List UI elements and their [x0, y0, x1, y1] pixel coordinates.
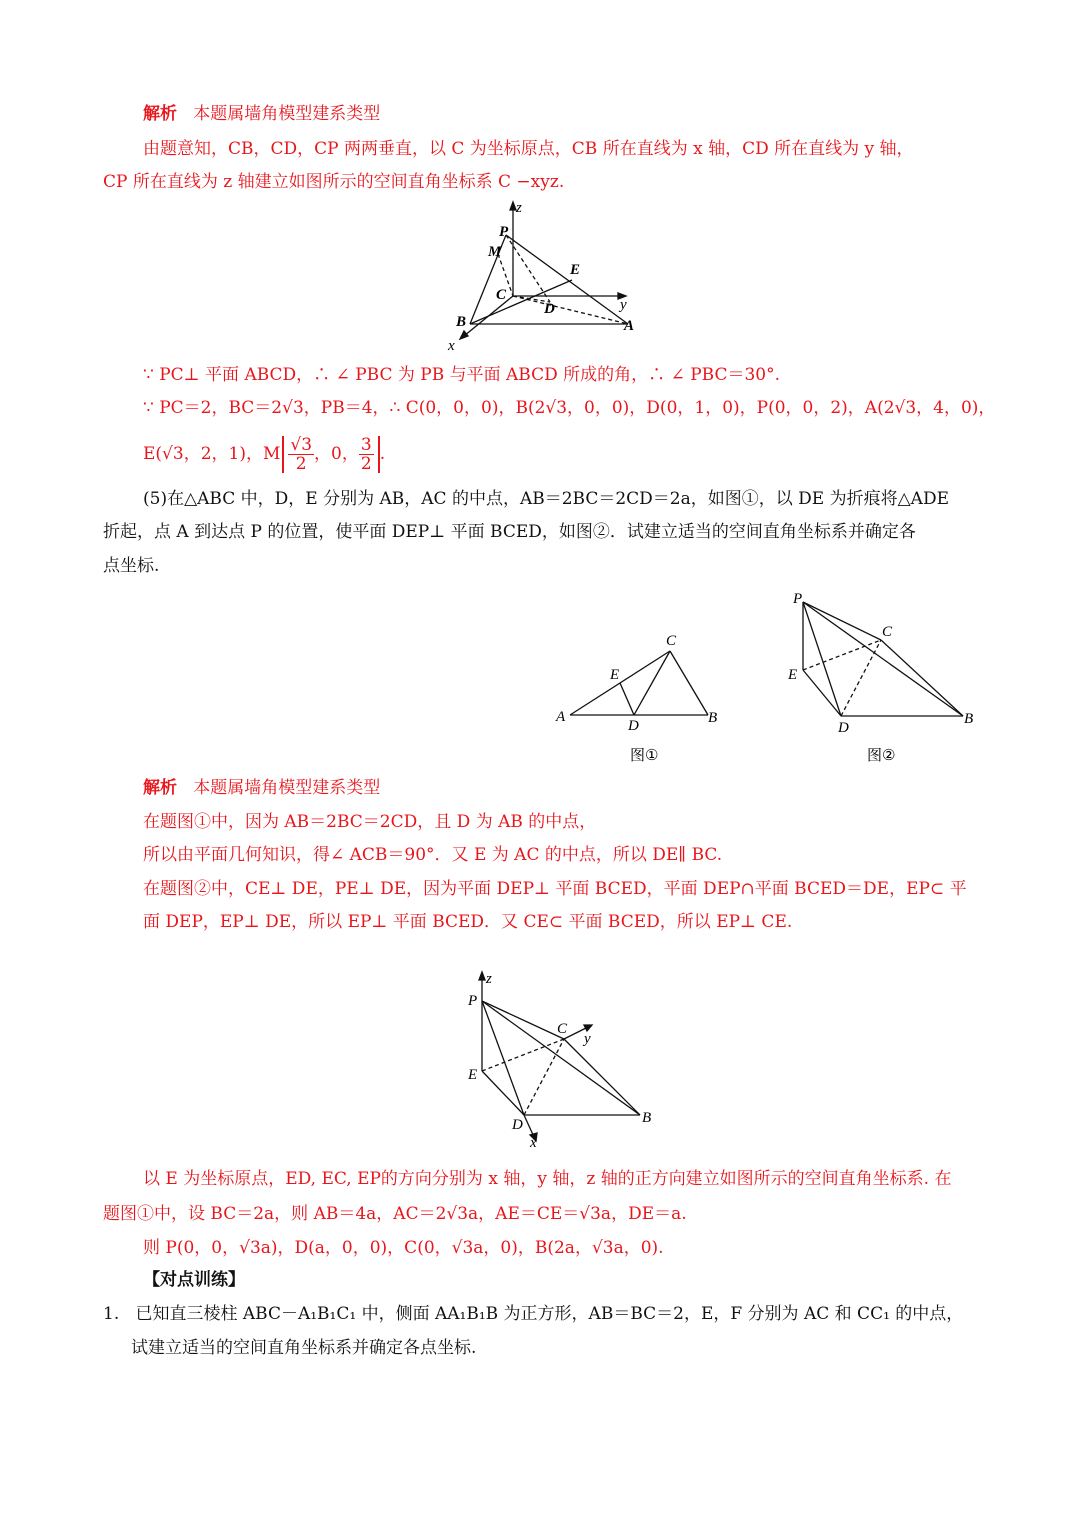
fig2-label-P: P: [793, 591, 803, 607]
solution-heading-2: [143, 777, 380, 799]
edge-EC: [803, 640, 881, 670]
solution-subtitle: 本题属墙角模型建系类型: [193, 104, 381, 124]
fig2-label-C: C: [882, 624, 893, 640]
label-C: C: [496, 287, 507, 303]
fig1-label-B: B: [708, 710, 718, 726]
fraction-2: [359, 436, 374, 473]
x-axis-arrow: [460, 331, 468, 339]
edge-ED: [620, 683, 634, 715]
edge-CB: [881, 640, 963, 716]
section2-line4: 面 DEP，EP⊥ DE，所以 EP⊥ 平面 BCED．又 CE⊂ 平面 BCED，所以 EP⊥ CE.: [143, 912, 793, 932]
fraction-1: [288, 436, 314, 473]
section1-line5: [143, 432, 385, 476]
fig3-label-x: x: [530, 1135, 537, 1150]
edge-CA: [513, 296, 628, 324]
section2-line7: 则 P(0，0，√3a)，D(a，0，0)，C(0，√3a，0)，B(2a，√3a，0).: [143, 1238, 664, 1258]
section2-line6: 题图①中，设 BC＝2a，则 AB＝4a，AC＝2√3a，AE＝CE＝√3a，DE＝a.: [103, 1204, 687, 1224]
section2-line1: 在题图①中，因为 AB＝2BC＝2CD，且 D 为 AB 的中点，: [143, 812, 597, 832]
training-item-line2: 试建立适当的空间直角坐标系并确定各点坐标.: [131, 1338, 477, 1358]
folded-axes-figure: [462, 965, 662, 1150]
label-B: B: [456, 314, 467, 330]
section2-line2: 所以由平面几何知识，得∠ ACB＝90°．又 E 为 AC 的中点，所以 DE∥ BC.: [143, 845, 723, 865]
section2-line5: 以 E 为坐标原点，ED, EC, EP的方向分别为 x 轴，y 轴，z 轴的正方向建立如图所示的空间直角坐标系. 在: [143, 1169, 952, 1189]
label-M: M: [488, 244, 502, 260]
training-heading: 【对点训练】: [143, 1270, 245, 1290]
fraction-1-den: 2: [295, 453, 307, 474]
solution-label: 解析: [143, 104, 177, 124]
coord-M-bracket: [282, 436, 379, 473]
fraction-1-num: √3: [290, 434, 313, 455]
fig1-label-E: E: [610, 667, 620, 683]
problem5-line2: 折起，点 A 到达点 P 的位置，使平面 DEP⊥ 平面 BCED，如图②．试建立适当的空间直角坐标系并确定各: [103, 522, 916, 542]
section2-line3: 在题图②中，CE⊥ DE，PE⊥ DE，因为平面 DEP⊥ 平面 BCED，平面 DEP∩平面 BCED＝DE，EP⊂ 平: [143, 879, 967, 899]
label-A: A: [624, 318, 635, 334]
fraction-2-num: 3: [360, 434, 372, 455]
label-E: E: [570, 262, 581, 278]
problem5-line1: (5)在△ABC 中，D，E 分别为 AB，AC 的中点，AB＝2BC＝2CD＝2a，如图①，以 DE 为折痕将△ADE: [143, 489, 949, 509]
edge-ED: [803, 670, 841, 716]
fig3-label-C: C: [557, 1021, 568, 1037]
solution-heading-1: [143, 103, 380, 125]
section1-line1: 由题意知，CB，CD，CP 两两垂直，以 C 为坐标原点，CB 所在直线为 x 轴，CD 所在直线为 y 轴，: [143, 139, 914, 159]
training-item-number: 1.: [103, 1304, 120, 1324]
figure-2-folded: [785, 588, 985, 768]
problem5-line3: 点坐标.: [103, 556, 160, 576]
edge-DC: [841, 640, 881, 716]
figure-1-triangle: [548, 625, 728, 765]
fig1-label-D: D: [628, 718, 639, 734]
label-x: x: [448, 338, 455, 354]
solution-subtitle-2: 本题属墙角模型建系类型: [193, 778, 381, 798]
coord-M-suffix: .: [379, 444, 386, 464]
section1-line3: ∵ PC⊥ 平面 ABCD，∴ ∠ PBC 为 PB 与平面 ABCD 所成的角，∴ ∠ PBC＝30°.: [143, 365, 781, 385]
fig2-label-B: B: [964, 711, 974, 727]
edge-PB: [482, 1001, 640, 1115]
fig2-label-D: D: [838, 720, 849, 736]
coord-E-M-prefix: E(√3，2，1)，M: [143, 444, 281, 464]
fig1-caption: 图①: [630, 746, 659, 764]
label-P: P: [499, 224, 509, 240]
edge-PA: [506, 235, 628, 324]
fig3-label-B: B: [642, 1110, 652, 1126]
solution-label-2: 解析: [143, 778, 177, 798]
section1-line4: ∵ PC＝2，BC＝2√3，PB＝4，∴ C(0，0，0)，B(2√3，0，0)，D(0，1，0)，P(0，0，2)，A(2√3，4，0)，: [143, 398, 996, 418]
fig3-label-z: z: [486, 971, 492, 987]
section1-line2: CP 所在直线为 z 轴建立如图所示的空间直角坐标系 C −xyz.: [103, 172, 565, 192]
fig3-label-E: E: [468, 1067, 478, 1083]
training-item-1: [103, 1303, 963, 1325]
training-item-line1: 已知直三棱柱 ABC－A₁B₁C₁ 中，侧面 AA₁B₁B 为正方形，AB＝BC＝2，E，F 分别为 AC 和 CC₁ 的中点，: [135, 1304, 964, 1324]
edge-CD: [634, 651, 670, 715]
edge-ED: [482, 1071, 524, 1115]
label-z: z: [516, 200, 522, 216]
edge-EC: [482, 1039, 564, 1071]
edge-PD: [803, 602, 841, 716]
fig3-label-P: P: [468, 993, 478, 1009]
z-axis-arrow: [479, 972, 485, 980]
label-y: y: [620, 297, 627, 313]
fraction-2-den: 2: [360, 453, 372, 474]
fig2-caption: 图②: [867, 746, 896, 764]
edge-PC: [803, 602, 881, 640]
edge-DC: [524, 1039, 564, 1115]
label-D: D: [544, 301, 555, 317]
coord-M-mid: ，0，: [314, 444, 359, 464]
fig1-label-C: C: [666, 633, 677, 649]
fig1-label-A: A: [556, 709, 566, 725]
fig2-label-E: E: [788, 667, 798, 683]
fig3-label-y: y: [584, 1031, 591, 1047]
pyramid-axes-figure: [440, 198, 660, 356]
edge-CB: [564, 1039, 640, 1115]
fig3-label-D: D: [512, 1117, 523, 1133]
edge-CB: [670, 651, 708, 715]
